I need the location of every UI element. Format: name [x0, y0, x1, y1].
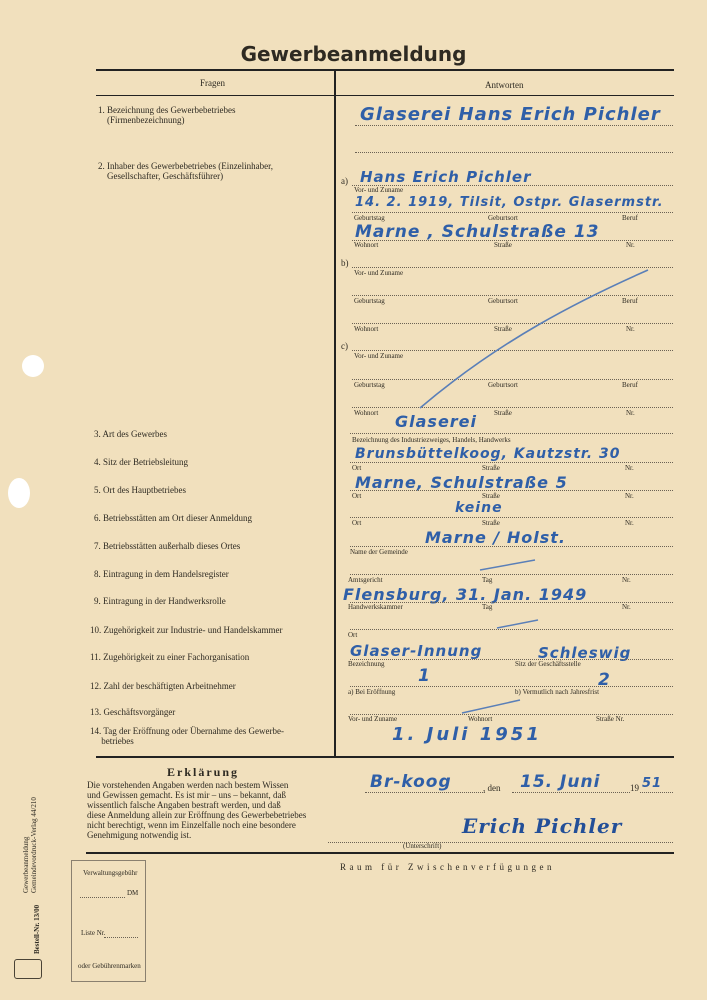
question-9: 9. Eintragung in der Handwerksrolle [94, 596, 226, 606]
label-place: Ort [352, 464, 362, 472]
dotted-line [104, 937, 138, 938]
label-designation: Bezeichnung [348, 660, 385, 668]
interim-heading: Raum für Zwischenverfügungen [340, 862, 555, 872]
label-street-nr: Straße Nr. [596, 715, 625, 723]
label-birthday: Geburtstag [354, 381, 385, 389]
label-after-year: b) Vermutlich nach Jahresfrist [515, 688, 600, 696]
label-residence: Wohnort [468, 715, 493, 723]
label-c: c) [341, 341, 348, 351]
answer-owner-name: Hans Erich Pichler [360, 168, 532, 186]
dash-stroke [480, 560, 535, 570]
dotted-line [365, 792, 485, 793]
label-street: Straße [494, 409, 512, 417]
label-street: Straße [482, 519, 500, 527]
answer-main-site: Marne, Schulstraße 5 [355, 473, 568, 492]
answer-employees-opening: 1 [418, 666, 431, 686]
year-prefix: 19 [630, 783, 639, 793]
question-7: 7. Betriebsstätten außerhalb dieses Ortes [94, 541, 241, 551]
dotted-line [350, 574, 673, 575]
label-nr: Nr. [625, 519, 634, 527]
label-office-seat: Sitz der Geschäftsstelle [515, 660, 581, 668]
dotted-line [350, 517, 673, 518]
question-10: 10. Zugehörigkeit zur Industrie- und Handelskammer [90, 625, 283, 635]
declaration-date: 15. Juni [520, 772, 601, 792]
label-name: Vor- und Zuname [348, 715, 398, 723]
answer-owner-birth: 14. 2. 1919, Tilsit, Ostpr. Glasermstr. [355, 195, 664, 210]
label-job: Beruf [622, 214, 638, 222]
question-6: 6. Betriebsstätten am Ort dieser Anmeldung [94, 513, 252, 523]
question-1: 1. Bezeichnung des Gewerbebetriebes (Firmenbezeichnung) [98, 105, 236, 125]
label-street: Straße [482, 492, 500, 500]
label-birthplace: Geburtsort [488, 214, 518, 222]
label-a: a) [341, 176, 348, 186]
declaration-year: 51 [642, 776, 663, 791]
label-street: Straße [494, 325, 512, 333]
answer-management-seat: Brunsbüttelkoog, Kautzstr. 30 [355, 446, 621, 462]
question-14: 14. Tag der Eröffnung oder Übernahme des Gewerbe- betriebes [90, 726, 284, 746]
label-nr: Nr. [626, 241, 635, 249]
label-municipality: Name der Gemeinde [350, 548, 408, 556]
answer-trade: Glaserei [395, 412, 478, 431]
answer-craft-register: Flensburg, 31. Jan. 1949 [343, 585, 588, 604]
label-job: Beruf [622, 381, 638, 389]
label-nr: Nr. [622, 603, 631, 611]
label-residence: Wohnort [354, 241, 379, 249]
dash-stroke [462, 700, 520, 713]
label-industry: Bezeichnung des Industriezweiges, Handels, Handwerks [352, 436, 511, 444]
label-b: b) [341, 258, 349, 268]
label-day: Tag [482, 576, 493, 584]
fee-box [71, 860, 146, 982]
answer-other-sites: Marne / Holst. [425, 528, 566, 547]
dash-stroke [497, 620, 538, 628]
answer-firm-name: Glaserei Hans Erich Pichler [360, 104, 661, 125]
order-number: Bestell-Nr. 13/00 [33, 904, 41, 954]
label-nr: Nr. [626, 325, 635, 333]
side-print-info: Gewerbeanmeldung Gemeindevordruck-Verlag 44/210 [22, 797, 38, 893]
dotted-line [350, 629, 673, 630]
label-place: Ort [348, 631, 358, 639]
declaration-title: Erklärung [166, 765, 239, 779]
label-street: Straße [494, 241, 512, 249]
label-nr: Nr. [626, 409, 635, 417]
fee-currency: DM [127, 889, 139, 897]
dotted-line [350, 546, 673, 547]
label-nr: Nr. [625, 492, 634, 500]
column-header-answers: Antworten [485, 80, 524, 90]
form-title: Gewerbeanmeldung [240, 42, 467, 66]
label-at-opening: a) Bei Eröffnung [348, 688, 396, 696]
label-birthplace: Geburtsort [488, 381, 518, 389]
declaration-text: Die vorstehenden Angaben werden nach bestem Wissen und Gewissen gemacht. Es ist mir – uns – bekannt, daß wissentlich falsche Angaben bestraft werden, und daß diese Anmeldung allein zur Eröffnung des Gewerbebetriebes nicht berechtigt, wenn im Einzelfalle noch eine besondere Genehmigung notwendig ist. [87, 780, 307, 840]
dotted-line [350, 490, 673, 491]
dotted-line [328, 842, 673, 843]
question-11: 11. Zugehörigkeit zu einer Fachorganisation [90, 652, 250, 662]
cross-out-stroke [420, 270, 648, 408]
fee-list: Liste Nr. [81, 929, 106, 937]
label-birthplace: Geburtsort [488, 297, 518, 305]
dotted-line [350, 433, 673, 434]
label-court: Amtsgericht [348, 576, 383, 584]
divider [96, 756, 674, 758]
label-job: Beruf [622, 297, 638, 305]
question-5: 5. Ort des Hauptbetriebes [94, 485, 186, 495]
label-name: Vor- und Zuname [354, 186, 404, 194]
label-day: Tag [482, 603, 493, 611]
label-birthday: Geburtstag [354, 297, 385, 305]
label-street: Straße [482, 464, 500, 472]
question-12: 12. Zahl der beschäftigten Arbeitnehmer [90, 681, 236, 691]
fee-stamps: oder Gebührenmarken [78, 962, 141, 970]
dotted-line [640, 792, 673, 793]
label-residence: Wohnort [354, 409, 379, 417]
question-4: 4. Sitz der Betriebsleitung [94, 457, 188, 467]
signature: Erich Pichler [462, 814, 623, 838]
label-name: Vor- und Zuname [354, 352, 404, 360]
question-2: 2. Inhaber des Gewerbebetriebes (Einzelinhaber, Gesellschafter, Geschäftsführer) [98, 161, 274, 181]
answer-local-sites: keine [455, 500, 503, 516]
dotted-line [350, 686, 673, 687]
label-place: Ort [352, 492, 362, 500]
label-chamber: Handwerkskammer [348, 603, 403, 611]
dotted-line [350, 714, 673, 715]
signature-label: (Unterschrift) [403, 842, 442, 850]
label-residence: Wohnort [354, 325, 379, 333]
answer-opening-date: 1. Juli 1951 [392, 724, 542, 745]
fee-title: Verwaltungsgebühr [83, 869, 138, 877]
declaration-place: Br-koog [370, 772, 452, 792]
question-3: 3. Art des Gewerbes [94, 429, 167, 439]
label-nr: Nr. [622, 576, 631, 584]
dotted-line [350, 462, 673, 463]
answer-employees-later: 2 [598, 670, 611, 690]
label-nr: Nr. [625, 464, 634, 472]
dotted-line [80, 897, 125, 898]
divider [86, 852, 674, 854]
label-place: Ort [352, 519, 362, 527]
label-den: , den [483, 783, 501, 793]
publisher-logo [14, 959, 42, 979]
answer-organisation-seat: Schleswig [538, 644, 632, 662]
column-header-questions: Fragen [200, 78, 225, 88]
answer-owner-address: Marne , Schulstraße 13 [355, 222, 600, 242]
answer-organisation: Glaser-Innung [350, 642, 483, 660]
question-8: 8. Eintragung in dem Handelsregister [94, 569, 229, 579]
dotted-line [512, 792, 630, 793]
label-name: Vor- und Zuname [354, 269, 404, 277]
question-13: 13. Geschäftsvorgänger [90, 707, 176, 717]
label-birthday: Geburtstag [354, 214, 385, 222]
dotted-line [350, 659, 673, 660]
